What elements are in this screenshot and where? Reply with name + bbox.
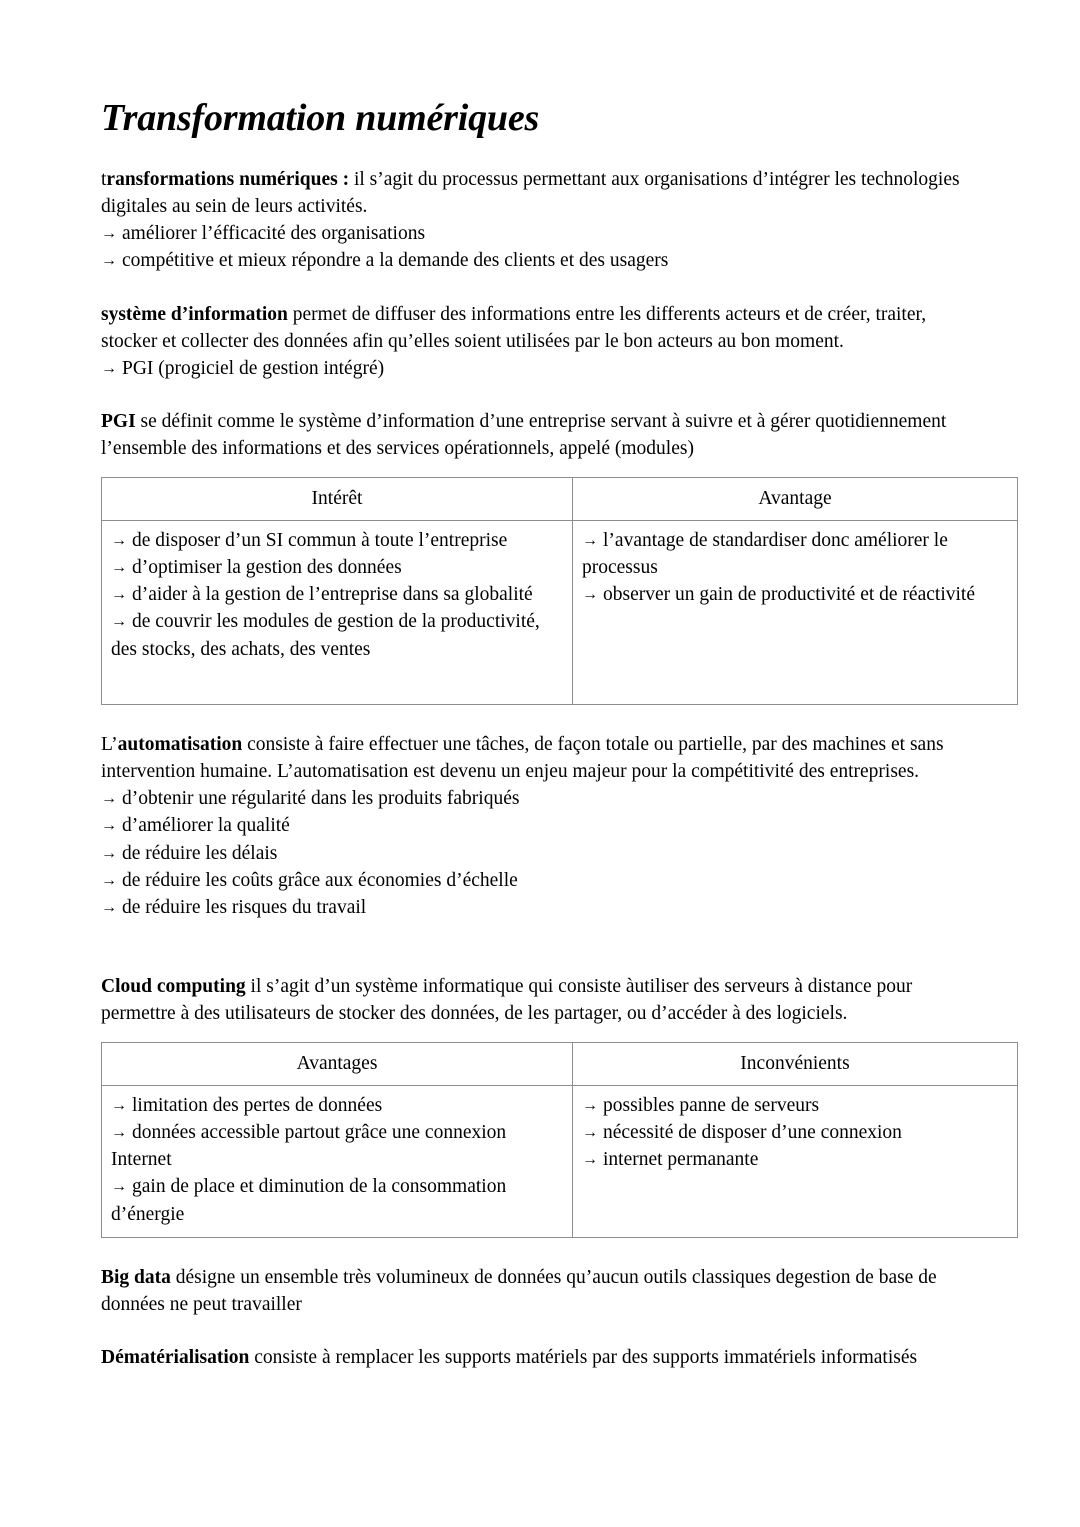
section-body: se définit comme le système d’information d’une entreprise servant à suivre et à gérer quotidiennement l’ensemble des informations et des services opérationnels, appelé (modules) <box>101 411 947 460</box>
list-item <box>101 220 979 247</box>
lead-term: Cloud computing <box>101 976 246 998</box>
lead-term: Dématérialisation <box>101 1347 250 1369</box>
arrow-icon: → <box>582 1124 598 1142</box>
table-cell-inconvenients <box>573 1085 1018 1237</box>
list-item-label: de réduire les risques du travail <box>122 897 367 919</box>
list-item <box>101 355 979 382</box>
section-body: désigne un ensemble très volumineux de données qu’aucun outils classiques degestion de base de données ne peut travailler <box>101 1266 937 1316</box>
list-item-label: limitation des pertes de données <box>132 1094 383 1116</box>
section-dematerialisation <box>101 1344 979 1371</box>
cell-bullet-list <box>111 527 563 663</box>
list-item-label: nécessité de disposer d’une connexion <box>603 1122 902 1144</box>
lead-term: automatisation <box>117 733 243 755</box>
arrow-icon: → <box>101 871 117 889</box>
arrow-icon: → <box>101 899 117 917</box>
arrow-icon: → <box>582 586 598 604</box>
section-bullet-list <box>101 785 979 921</box>
section-cloud-computing <box>101 973 979 1027</box>
section-paragraph <box>101 301 979 355</box>
list-item <box>582 581 1008 608</box>
section-systeme-d-information <box>101 301 979 383</box>
section-paragraph <box>101 1344 979 1371</box>
table-row <box>102 1085 1018 1237</box>
lead-first-char: L’ <box>101 733 118 755</box>
list-item <box>101 894 979 921</box>
list-item <box>101 785 979 812</box>
list-item-label: de disposer d’un SI commun à toute l’entreprise <box>132 529 508 551</box>
list-item <box>582 1119 1008 1146</box>
arrow-icon: → <box>111 613 127 631</box>
list-item <box>111 1092 563 1119</box>
pgi-table <box>101 477 1018 705</box>
arrow-icon: → <box>111 531 127 549</box>
list-item <box>111 608 563 662</box>
spacer <box>101 1028 979 1042</box>
list-item <box>101 867 979 894</box>
arrow-icon: → <box>101 225 117 243</box>
list-item <box>582 527 1008 581</box>
arrow-icon: → <box>111 559 127 577</box>
arrow-icon: → <box>111 1124 127 1142</box>
arrow-icon: → <box>101 844 117 862</box>
arrow-icon: → <box>582 1096 598 1114</box>
list-item-label: d’obtenir une régularité dans les produits fabriqués <box>122 788 520 810</box>
list-item <box>101 812 979 839</box>
spacer <box>101 1318 979 1344</box>
list-item-label: de réduire les délais <box>122 842 278 864</box>
section-body: consiste à faire effectuer une tâches, de façon totale ou partielle, par des machines et sans intervention humaine. L’automatisation est devenu un enjeu majeur pour la compétitivité des entreprises. <box>101 733 944 783</box>
list-item-label: données accessible partout grâce une connexion Internet <box>111 1122 507 1171</box>
lead-term: système d’information <box>101 303 288 325</box>
list-item-label: possibles panne de serveurs <box>603 1094 820 1116</box>
spacer <box>101 275 979 301</box>
list-item-label: d’améliorer la qualité <box>122 815 290 837</box>
lead-term: Big data <box>101 1266 171 1288</box>
cell-bullet-list <box>111 1092 563 1228</box>
list-item-label: PGI (progiciel de gestion intégré) <box>122 358 385 380</box>
table-body <box>102 1085 1018 1237</box>
spacer <box>101 463 979 477</box>
section-paragraph <box>101 408 979 462</box>
column-header-avantages: Avantages <box>102 1042 573 1085</box>
document-content <box>101 98 979 1371</box>
arrow-icon: → <box>111 1096 127 1114</box>
arrow-icon: → <box>111 1178 127 1196</box>
column-header-interet: Intérêt <box>102 477 573 520</box>
arrow-icon: → <box>582 1151 598 1169</box>
list-item-label: d’aider à la gestion de l’entreprise dans sa globalité <box>132 584 533 606</box>
table-header-row <box>102 477 1018 520</box>
lead-first-char: t <box>101 168 107 190</box>
list-item-label: d’optimiser la gestion des données <box>132 557 402 579</box>
arrow-icon: → <box>101 790 117 808</box>
spacer <box>101 705 979 731</box>
section-body: permet de diffuser des informations entre les differents acteurs et de créer, traiter, stocker et collecter des données afin qu’elles soient utilisées par le bon acteurs au bon moment. <box>101 303 927 352</box>
section-paragraph <box>101 973 979 1027</box>
section-paragraph <box>101 166 979 220</box>
table-header <box>102 477 1018 520</box>
spacer <box>101 382 979 408</box>
list-item <box>101 840 979 867</box>
table-header <box>102 1042 1018 1085</box>
list-item-label: améliorer l’éfficacité des organisations <box>122 223 426 245</box>
lead-term: PGI <box>101 411 136 433</box>
list-item <box>111 554 563 581</box>
section-body: il s’agit d’un système informatique qui consiste àutiliser des serveurs à distance pour permettre à des utilisateurs de stocker des données, de les partager, ou d’accéder à des logiciels. <box>101 976 913 1025</box>
section-pgi <box>101 408 979 462</box>
table-header-row <box>102 1042 1018 1085</box>
lead-term: ransformations numériques : <box>106 168 350 190</box>
list-item-label: internet permanante <box>603 1149 759 1171</box>
list-item-label: observer un gain de productivité et de réactivité <box>603 584 975 606</box>
arrow-icon: → <box>101 252 117 270</box>
column-header-avantage: Avantage <box>573 477 1018 520</box>
arrow-icon: → <box>101 817 117 835</box>
column-header-inconvenients: Inconvénients <box>573 1042 1018 1085</box>
arrow-icon: → <box>582 531 598 549</box>
spacer <box>101 921 979 973</box>
section-transformations-numeriques <box>101 166 979 275</box>
section-paragraph <box>101 1264 979 1318</box>
section-body: il s’agit du processus permettant aux organisations d’intégrer les technologies digitales au sein de leurs activités. <box>101 168 960 217</box>
list-item-label: de couvrir les modules de gestion de la productivité, des stocks, des achats, des ventes <box>111 611 540 660</box>
section-bullet-list <box>101 220 979 274</box>
table-cell-avantage <box>573 520 1018 704</box>
spacer <box>101 1238 979 1264</box>
list-item <box>111 1119 563 1173</box>
cell-bullet-list <box>582 1092 1008 1174</box>
section-bullet-list <box>101 355 979 382</box>
list-item <box>582 1146 1008 1173</box>
section-big-data <box>101 1264 979 1318</box>
list-item-label: gain de place et diminution de la consommation d’énergie <box>111 1176 507 1225</box>
section-body: consiste à remplacer les supports matériels par des supports immatériels informatisés <box>249 1347 918 1369</box>
cell-bullet-list <box>582 527 1008 609</box>
table-body <box>102 520 1018 704</box>
arrow-icon: → <box>101 360 117 378</box>
list-item <box>111 1173 563 1227</box>
list-item-label: de réduire les coûts grâce aux économies d’échelle <box>122 869 518 891</box>
arrow-icon: → <box>111 586 127 604</box>
list-item <box>101 247 979 274</box>
list-item-label: l’avantage de standardiser donc améliorer le processus <box>582 529 948 579</box>
section-automatisation <box>101 731 979 921</box>
page-title: Transformation numériques <box>101 97 540 139</box>
table-row <box>102 520 1018 704</box>
list-item <box>111 527 563 554</box>
list-item <box>582 1092 1008 1119</box>
table-cell-avantages <box>102 1085 573 1237</box>
table-cell-interet <box>102 520 573 704</box>
list-item <box>111 581 563 608</box>
cloud-table <box>101 1042 1018 1238</box>
section-paragraph <box>101 731 979 785</box>
list-item-label: compétitive et mieux répondre a la demande des clients et des usagers <box>122 250 669 272</box>
